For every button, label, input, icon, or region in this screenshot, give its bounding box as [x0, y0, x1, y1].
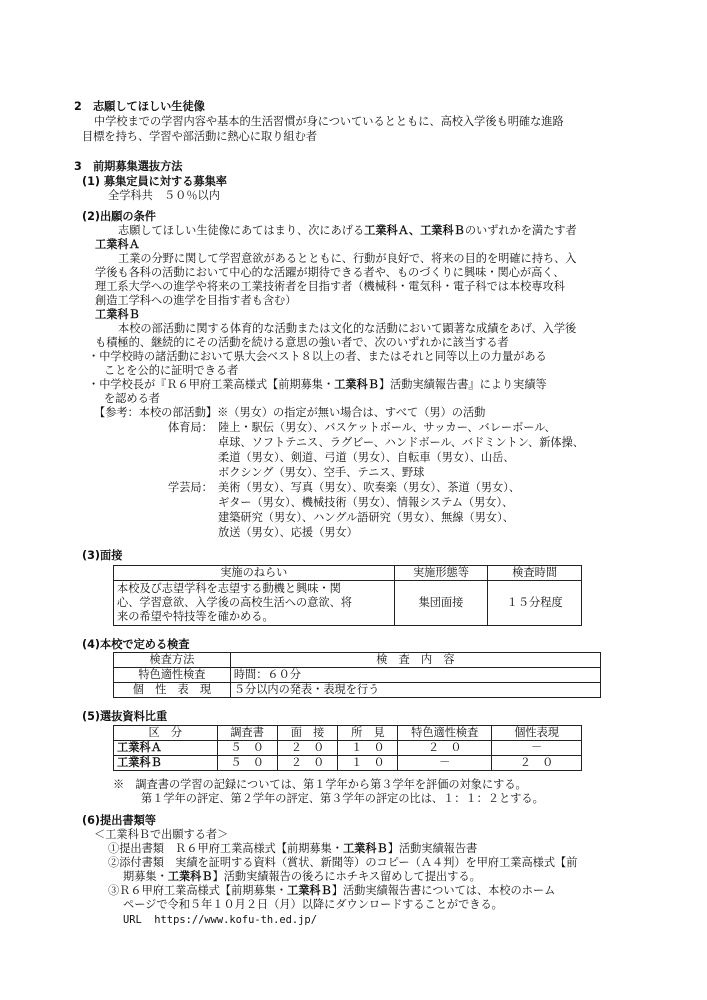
kogyo-b-bullet-2-line-1: ・中学校長が『Ｒ６甲府工業高様式【前期募集・工業科Ｂ】活動実績報告書』により実績等 [88, 378, 547, 391]
weights-header-category: 区 分 [114, 726, 218, 741]
section-3-title: 3 前期募集選抜方法 [74, 160, 183, 173]
url-label: URL [123, 914, 142, 926]
document-item-2-line-1: ②添付書類 実績を証明する資料（賞状、新聞等）のコピー（Ａ４判）を甲府工業高様式【前 [108, 856, 578, 869]
arts-line-3: 建築研究（男女）、ハングル語研究（男女）、無線（男女）、 [218, 511, 514, 524]
kogyo-b-bullet-1-line-2: ことを公的に証明できる者 [104, 364, 239, 377]
weights-header-aptitude: 特色適性検査 [398, 726, 492, 741]
weights-row-b-label: 工業科Ｂ [114, 756, 218, 771]
weights-note-1: ※ 調査書の学習の記録については、第１学年から第３学年を評価の対象にする。 [113, 778, 527, 791]
kogyo-a-line-4: 創造工学科への進学を目指す者も含む） [95, 294, 297, 307]
kogyo-b-bullet-1-line-1: ・中学校時の諸活動において県大会ベスト８以上の者、またはそれと同等以上の力量がある [88, 350, 547, 363]
kogyo-b-bullet-2-line-2: を認める者 [104, 392, 160, 405]
weights-row-b-interview: ２ ０ [277, 756, 338, 771]
weights-row-a-interview: ２ ０ [277, 741, 338, 756]
weights-row-a-findings: １ ０ [338, 741, 398, 756]
weights-row-b [114, 756, 582, 771]
weights-header-report: 調査書 [217, 726, 277, 741]
sports-line-3: 柔道（男女）、剣道、弓道（男女）、自転車（男女）、山岳、 [218, 451, 515, 464]
kogyo-b-title: 工業科Ｂ [95, 308, 140, 321]
interview-aim-line-1: 本校及び志望学科を志望する動機と興味・関 [117, 582, 341, 595]
interview-form-cell: 集団面接 [394, 581, 488, 626]
weights-row-a [114, 741, 582, 756]
weights-header-findings: 所 見 [338, 726, 398, 741]
sub-6-title: (6)提出書類等 [82, 814, 156, 827]
weights-row-b-report: ５ ０ [217, 756, 277, 771]
interview-header-time: 検査時間 [488, 566, 582, 581]
document-item-2-line-2: 期募集・工業科Ｂ】活動実績報告の後ろにホチキス留めして提出する。 [123, 870, 481, 883]
sub-5-title: (5)選抜資料比重 [82, 710, 168, 723]
documents-subheading: ＜工業科Ｂで出願する者＞ [94, 828, 229, 841]
weights-row-a-aptitude: ２ ０ [398, 741, 492, 756]
sub-3-title: (3)面接 [82, 549, 123, 562]
interview-aim-cell [114, 581, 395, 626]
weights-row-b-aptitude: － [398, 756, 492, 771]
school-test-row-1-method: 特色適性検査 [114, 668, 231, 683]
sub-4-title: (4)本校で定める検査 [82, 638, 190, 651]
download-url-line [123, 913, 317, 928]
weights-row-a-label: 工業科Ａ [114, 741, 218, 756]
weights-row-b-expression: ２ ０ [492, 756, 582, 771]
school-test-table [113, 652, 601, 698]
document-item-3-line-1: ③Ｒ６甲府工業高様式【前期募集・工業科Ｂ】活動実績報告書については、本校のホーム [108, 884, 556, 897]
weights-row-b-findings: １ ０ [338, 756, 398, 771]
sub-1-body: 全学科共 ５０％以内 [108, 189, 220, 202]
kogyo-a-line-1: 工業の分野に関して学習意欲があるとともに、行動が良好で、将来の目的を明確に持ち、入 [118, 252, 577, 265]
weights-row-a-report: ５ ０ [217, 741, 277, 756]
document-item-3-line-2: ページで令和５年１０月２日（月）以降にダウンロードすることができる。 [123, 898, 503, 911]
arts-line-1: 美術（男女）、写真（男女）、吹奏楽（男女）、茶道（男女）、 [218, 481, 521, 494]
school-test-row-2-content: ５分以内の発表・表現を行う [230, 683, 600, 698]
arts-line-4: 放送（男女）、応援（男女） [218, 526, 358, 539]
kogyo-b-line-1: 本校の部活動に関する体育的な活動または文化的な活動において顕著な成績をあげ、入学後 [118, 322, 577, 335]
kogyo-a-title: 工業科Ａ [95, 238, 140, 251]
kogyo-b-line-2: も積極的、継続的にその活動を続ける意思の強い者で、次のいずれかに該当する者 [95, 336, 509, 349]
section-2-body-line-1: 中学校までの学習内容や基本的生活習慣が身についているとともに、高校入学後も明確な進路 [94, 115, 564, 128]
kogyo-a-line-2: 学後も各科の活動において中心的な活躍が期待できる者や、ものづくりに興味・関心が高く、 [95, 266, 565, 279]
download-url-link[interactable]: https://www.kofu-th.ed.jp/ [154, 914, 317, 926]
sub-2-intro: 志願してほしい生徒像にあてはまり、次にあげる工業科Ａ、工業科Ｂのいずれかを満たす者 [118, 224, 577, 237]
school-test-row-1-content: 時間：６０分 [230, 668, 600, 683]
interview-header-form: 実施形態等 [394, 566, 488, 581]
club-reference: 【参考：本校の部活動】※（男女）の指定が無い場合は、すべて（男）の活動 [94, 406, 486, 419]
interview-aim-line-3: 来の希望や特技等を確かめる。 [117, 610, 274, 623]
arts-label: 学芸局： [168, 481, 213, 494]
interview-aim-line-2: 心、学習意欲、入学後の高校生活への意欲、将 [117, 596, 352, 609]
kogyo-a-line-3: 理工系大学への進学や将来の工業技術者を目指す者（機械科・電気科・電子科では本校専攻科 [95, 280, 565, 293]
arts-line-2: ギター（男女）、機械技術（男女）、情報システム（男女）、 [218, 496, 514, 509]
interview-table [113, 565, 582, 626]
school-test-header-content: 検 査 内 容 [230, 653, 600, 668]
section-2-body-line-2: 目標を持ち、学習や部活動に熱心に取り組む者 [82, 130, 317, 143]
sports-line-2: 卓球、ソフトテニス、ラグビー、ハンドボール、バドミントン、新体操、 [218, 436, 584, 449]
section-2-title: 2 志願してほしい生徒像 [74, 100, 205, 113]
school-test-header-method: 検査方法 [114, 653, 231, 668]
interview-time-cell: １５分程度 [488, 581, 582, 626]
weights-table [113, 725, 582, 771]
weights-header-expression: 個性表現 [492, 726, 582, 741]
weights-row-a-expression: － [492, 741, 582, 756]
sports-line-1: 陸上・駅伝（男女）、バスケットボール、サッカー、バレーボール、 [218, 421, 556, 434]
sports-label: 体育局： [168, 421, 213, 434]
interview-header-aim: 実施のねらい [114, 566, 395, 581]
school-test-row-2-method: 個 性 表 現 [114, 683, 231, 698]
document-item-1: ①提出書類 Ｒ６甲府工業高様式【前期募集・工業科Ｂ】活動実績報告書 [108, 842, 478, 855]
sub-1-title: (1) 募集定員に対する募集率 [82, 175, 227, 188]
weights-note-2: 第１学年の評定、第２学年の評定、第３学年の評定の比は、１：１：２とする。 [141, 792, 544, 805]
sports-line-4: ボクシング（男女）、空手、テニス、野球 [218, 466, 425, 479]
weights-header-interview: 面 接 [277, 726, 338, 741]
sub-2-title: (2)出願の条件 [82, 210, 156, 223]
